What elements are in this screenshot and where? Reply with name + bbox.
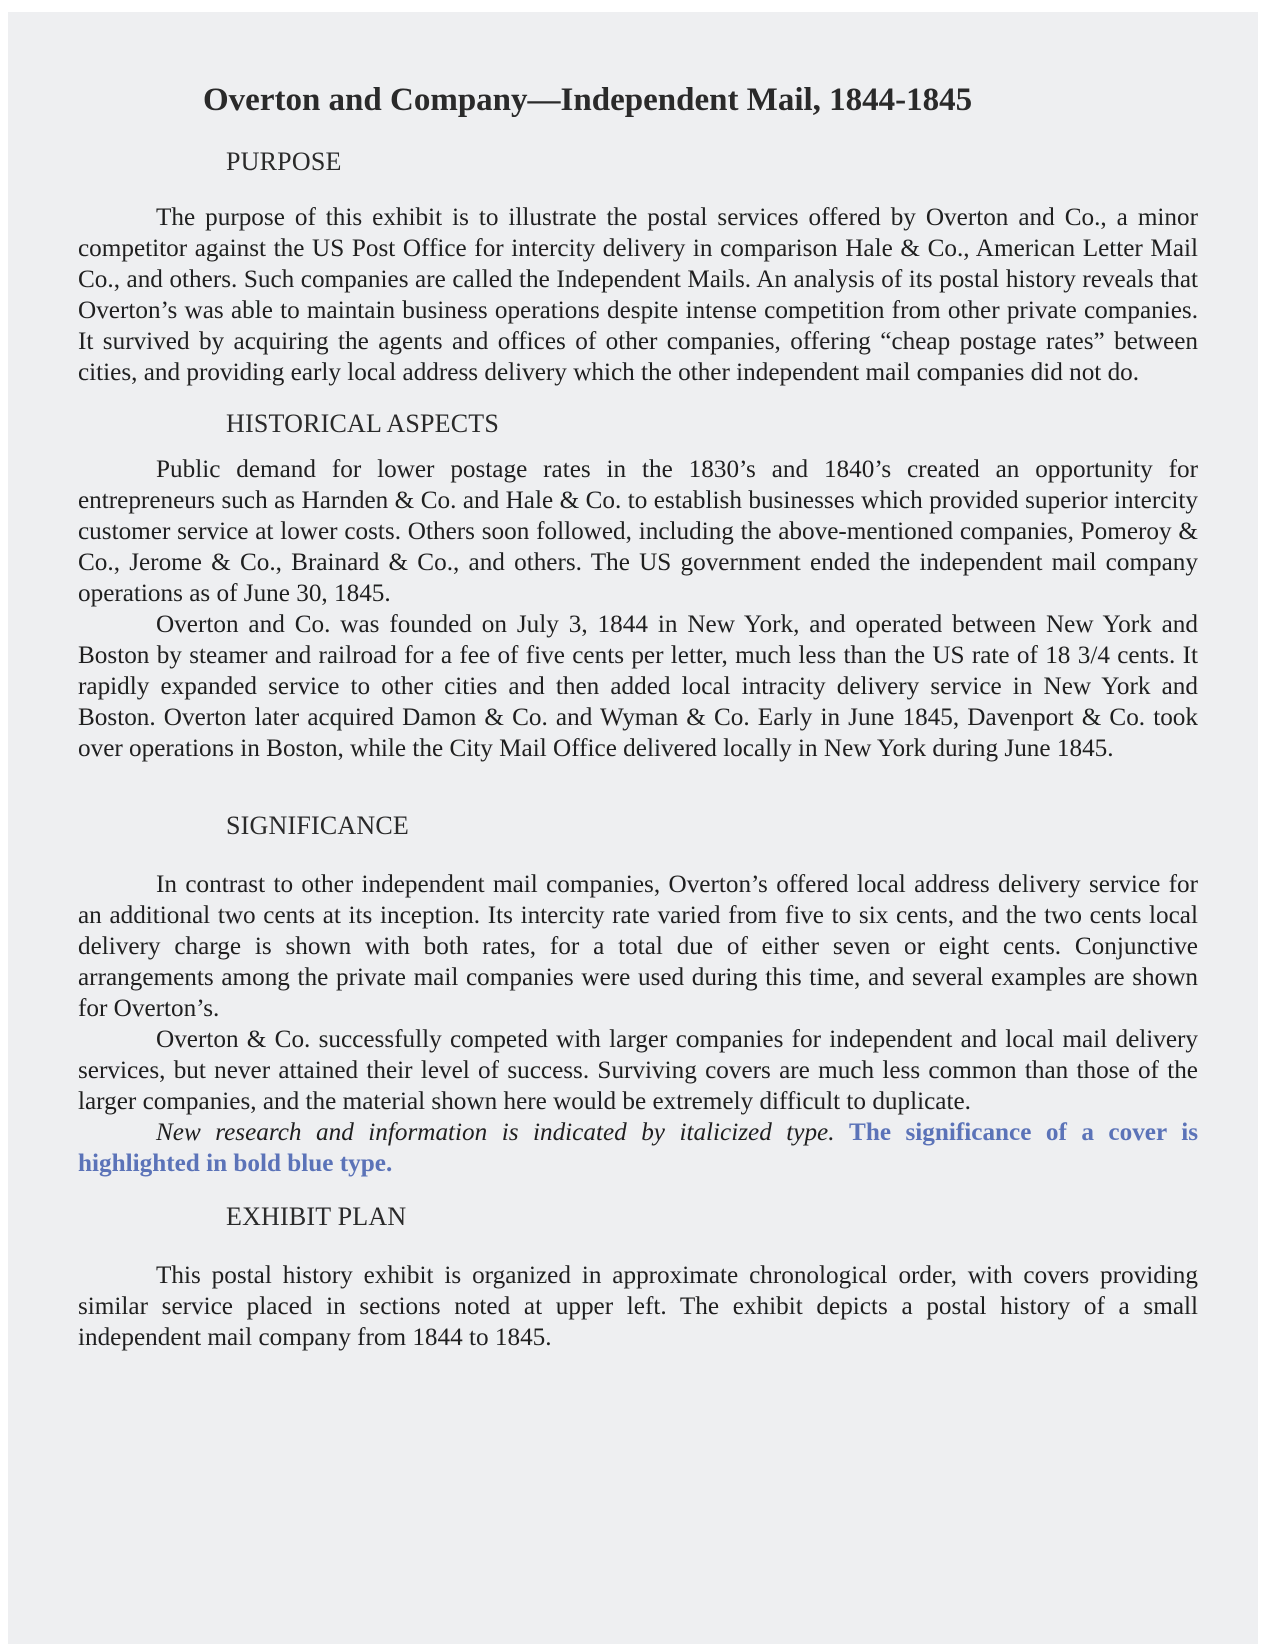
significance-paragraph-1: In contrast to other independent mail companies, Overton’s offered local address delivery service for an additional two cents at its inception. Its intercity rate varied from five to six cents, and the two cents local delivery charge is shown with both rates, for a total due of either seven or eight cents. Conjunctive arrangements among the private mail companies were used during this time, and several examples are shown for Overton’s.	[78, 871, 1198, 1022]
historical-paragraph-2: Overton and Co. was founded on July 3, 1844 in New York, and operated between New York and Boston by steamer and railroad for a fee of five cents per letter, much less than the US rate of 18 3/4 cents. It rapidly expanded service to other cities and then added local intracity delivery service in New York and Boston. Overton later acquired Damon & Co. and Wyman & Co. Early in June 1845, Davenport & Co. took over operations in Boston, while the City Mail Office delivered locally in New York during June 1845.	[78, 611, 1198, 762]
significance-heading: SIGNIFICANCE	[226, 811, 409, 840]
blue-note: The significance of a cover is highlighted in bold blue type.	[78, 1119, 1198, 1177]
historical-heading: HISTORICAL ASPECTS	[226, 409, 500, 438]
historical-paragraph-1: Public demand for lower postage rates in the 1830’s and 1840’s created an opportunity for entrepreneurs such as Harnden & Co. and Hale & Co. to establish businesses which provided superior intercity customer service at lower costs. Others soon followed, including the above-mentioned companies, Pomeroy & Co., Jerome & Co., Brainard & Co., and others. The US government ended the independent mail company operations as of June 30, 1845.	[78, 456, 1198, 607]
purpose-paragraph: The purpose of this exhibit is to illustrate the postal services offered by Overton and Co., a minor competitor against the US Post Office for intercity delivery in comparison Hale & Co., American Letter Mail Co., and others. Such companies are called the Independent Mails. An analysis of its postal history reveals that Overton’s was able to maintain business operations despite intense competition from other private companies. It survived by acquiring the agents and offices of other companies, offering “cheap postage rates” between cities, and providing early local address delivery which the other independent mail companies did not do.	[78, 204, 1198, 386]
italic-note: New research and information is indicated by italicized type.	[156, 1119, 835, 1146]
significance-paragraph-2: Overton & Co. successfully competed with larger companies for independent and local mail delivery services, but never attained their level of success. Surviving covers are much less common than those of the larger companies, and the material shown here would be extremely difficult to duplicate.	[78, 1026, 1198, 1115]
page-content	[78, 80, 1198, 1353]
exhibit-page	[8, 12, 1258, 1644]
purpose-heading: PURPOSE	[226, 147, 342, 176]
significance-note	[78, 1117, 1198, 1179]
plan-heading: EXHIBIT PLAN	[226, 1202, 407, 1231]
page-title: Overton and Company—Independent Mail, 1844-1845	[203, 82, 973, 118]
plan-paragraph: This postal history exhibit is organized in approximate chronological order, with covers providing similar service placed in sections noted at upper left. The exhibit depicts a postal history of a small independent mail company from 1844 to 1845.	[78, 1262, 1198, 1351]
